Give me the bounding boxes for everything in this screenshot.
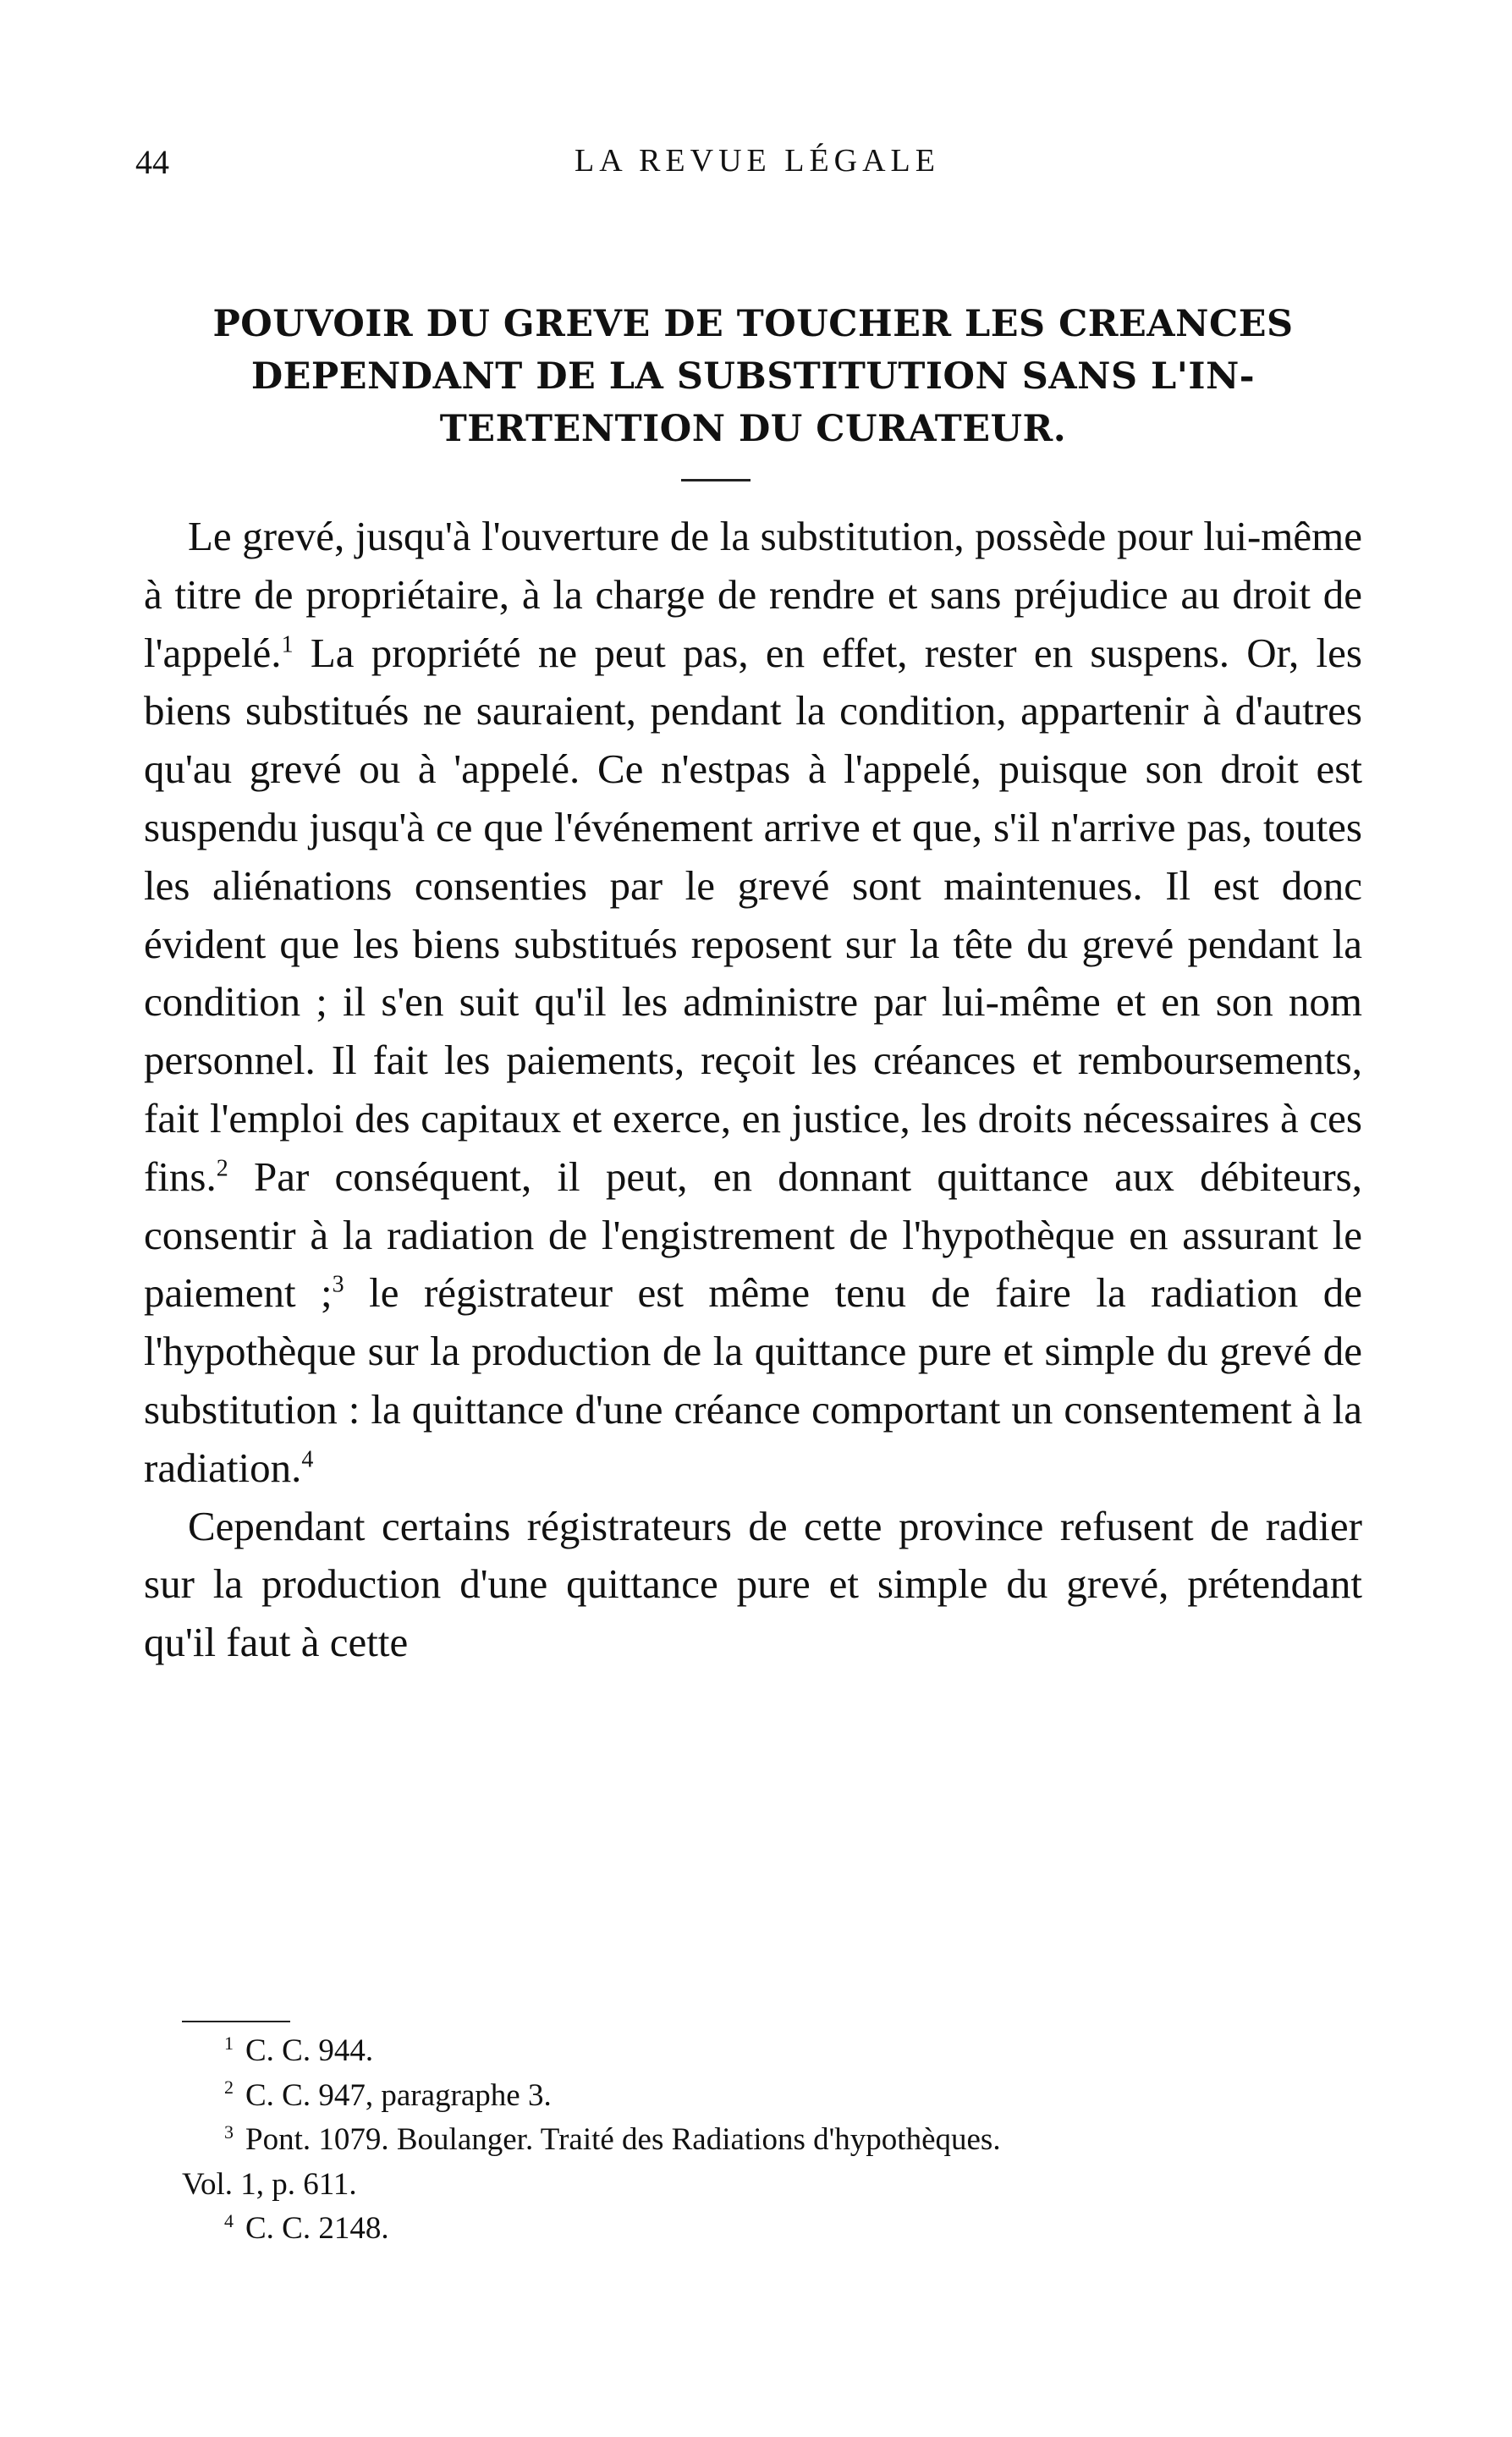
page-header bbox=[135, 142, 1379, 193]
footnote-mark: 3 bbox=[224, 2121, 234, 2143]
running-head: LA REVUE LÉGALE bbox=[575, 143, 940, 179]
footnote-divider bbox=[182, 2021, 290, 2022]
footnote-3-continuation bbox=[182, 2163, 1383, 2208]
paragraph-2: Cependant certains régistrateurs de cette province refusent de radier sur la production d'une quittance pure et simple du grevé, prétendant qu'il faut à cette bbox=[144, 1502, 1362, 1666]
paragraph-1-part-d: le régistrateur est même tenu de faire la radiation de l'hypothèque sur la production de la quittance pure et simple du grevé de substitution : la quittance d'une créance comportant un consentement à la radiation. bbox=[144, 1269, 1363, 1491]
footnote-mark: 1 bbox=[224, 2032, 234, 2054]
footnote-ref-2: 2 bbox=[216, 1155, 228, 1182]
article-title bbox=[127, 298, 1379, 455]
footnote-text: Vol. 1, p. 611. bbox=[182, 2166, 357, 2202]
title-line-3: TERTENTION DU CURATEUR. bbox=[439, 408, 1067, 450]
paragraph-1-part-b: La propriété ne peut pas, en effet, rester en suspens. Or, les biens substitués ne sauraient, pendant la condition, appartenir à d'autres qu'au grevé ou à 'appelé. Ce n'estpas à l'appelé, puisque son droit est suspendu jusqu'à ce que l'événement arrive et que, s'il n'arrive pas, toutes les aliénations consenties par le grevé sont maintenues. Il est donc évident que les biens substitués reposent sur la tête du grevé pendant la condition ; il s'en suit qu'il les administre par lui-même et en son nom personnel. Il fait les paiements, reçoit les créances et remboursements, fait l'emploi des capitaux et exerce, en justice, les droits nécessaires à ces fins. bbox=[144, 629, 1362, 1200]
footnote-text: Pont. 1079. Boulanger. Traité des Radiations d'hypothèques. bbox=[245, 2122, 1001, 2157]
footnote-text: C. C. 2148. bbox=[245, 2211, 389, 2246]
title-divider bbox=[681, 479, 751, 481]
article-body bbox=[144, 508, 1362, 1672]
footnote-ref-1: 1 bbox=[281, 631, 294, 658]
footnote-mark: 4 bbox=[224, 2209, 234, 2231]
footnote-2 bbox=[182, 2074, 1383, 2119]
footnote-ref-3: 3 bbox=[332, 1272, 344, 1299]
footnote-ref-4: 4 bbox=[301, 1446, 314, 1473]
paragraph-1-part-a: Le grevé, jusqu'à l'ouverture de la substitution, possède pour lui-même à titre de propriétaire, à la charge de rendre et sans préjudice au droit de l'appelé. bbox=[144, 513, 1362, 676]
paragraph-1-part-c: Par conséquent, il peut, en donnant quittance aux débiteurs, consentir à la radiation de l'engistrement de l'hypothèque en assurant le paiement ; bbox=[144, 1152, 1362, 1317]
footnote-text: C. C. 944. bbox=[245, 2033, 374, 2068]
page-number: 44 bbox=[135, 143, 169, 181]
footnote-4 bbox=[182, 2207, 1383, 2252]
footnote-text: C. C. 947, paragraphe 3. bbox=[245, 2077, 552, 2113]
footnote-1 bbox=[182, 2029, 1383, 2074]
footnote-mark: 2 bbox=[224, 2077, 234, 2099]
title-line-2: DEPENDANT DE LA SUBSTITUTION SANS L'IN- bbox=[250, 355, 1256, 398]
footnotes bbox=[182, 2029, 1383, 2252]
footnote-3 bbox=[182, 2118, 1383, 2163]
paragraph-1 bbox=[144, 508, 1362, 1498]
title-line-1: POUVOIR DU GREVE DE TOUCHER LES CREANCES bbox=[212, 303, 1294, 345]
